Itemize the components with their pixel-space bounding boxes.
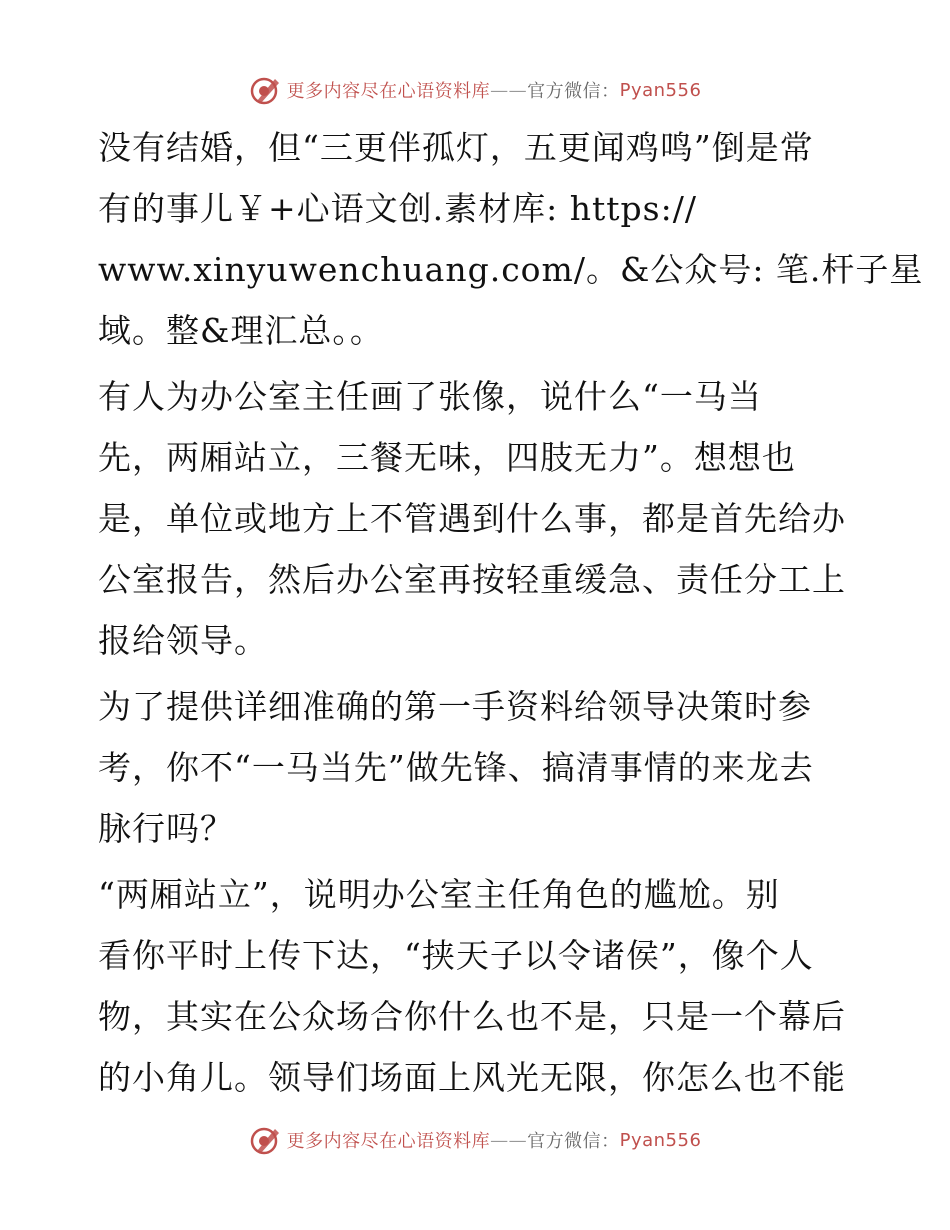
header-banner bbox=[0, 70, 950, 110]
text-line: 考，你不“一马当先”做先锋、搞清事情的来龙去 bbox=[98, 748, 814, 787]
pen-logo-icon bbox=[249, 1125, 283, 1155]
banner-wechat-id: Pyan556 bbox=[619, 1129, 702, 1151]
text-line: 看你平时上传下达，“挟天子以令诸侯”，像个人 bbox=[98, 936, 814, 975]
banner-label: 官方微信： bbox=[527, 1131, 620, 1152]
document-body bbox=[98, 120, 924, 1111]
text-line: 报给领导。 bbox=[98, 621, 268, 660]
text-line: 是，单位或地方上不管遇到什么事，都是首先给办 bbox=[98, 499, 846, 538]
text-line: “两厢站立”，说明办公室主任角色的尴尬。别 bbox=[98, 875, 780, 914]
text-line: 没有结婚，但“三更伴孤灯，五更闻鸡鸣”倒是常 bbox=[98, 128, 814, 167]
banner-wechat-id: Pyan556 bbox=[619, 79, 702, 101]
text-line: 有的事儿￥+心语文创.素材库: https:// bbox=[98, 189, 697, 228]
banner-separator: —— bbox=[490, 1129, 528, 1151]
pen-logo-icon bbox=[249, 75, 283, 105]
text-line: 先，两厢站立，三餐无味，四肢无力”。想想也 bbox=[98, 438, 796, 477]
text-line: 为了提供详细准确的第一手资料给领导决策时参 bbox=[98, 687, 812, 726]
text-line: 域。整&理汇总。。 bbox=[98, 311, 384, 350]
banner-label: 官方微信： bbox=[527, 81, 620, 102]
text-line: 物，其实在公众场合你什么也不是，只是一个幕后 bbox=[98, 997, 846, 1036]
banner-text: 更多内容尽在心语资料库 bbox=[286, 1131, 491, 1152]
text-line: 脉行吗？ bbox=[98, 809, 234, 848]
text-line: 有人为办公室主任画了张像，说什么“一马当 bbox=[98, 377, 762, 416]
text-line: 的小角儿。领导们场面上风光无限，你怎么也不能 bbox=[98, 1058, 846, 1097]
footer-banner bbox=[0, 1120, 950, 1160]
banner-text: 更多内容尽在心语资料库 bbox=[286, 81, 491, 102]
text-line: www.xinyuwenchuang.com/。&公众号: 笔.杆子星 bbox=[98, 250, 924, 289]
banner-separator: —— bbox=[490, 79, 528, 101]
text-line: 公室报告，然后办公室再按轻重缓急、责任分工上 bbox=[98, 560, 846, 599]
